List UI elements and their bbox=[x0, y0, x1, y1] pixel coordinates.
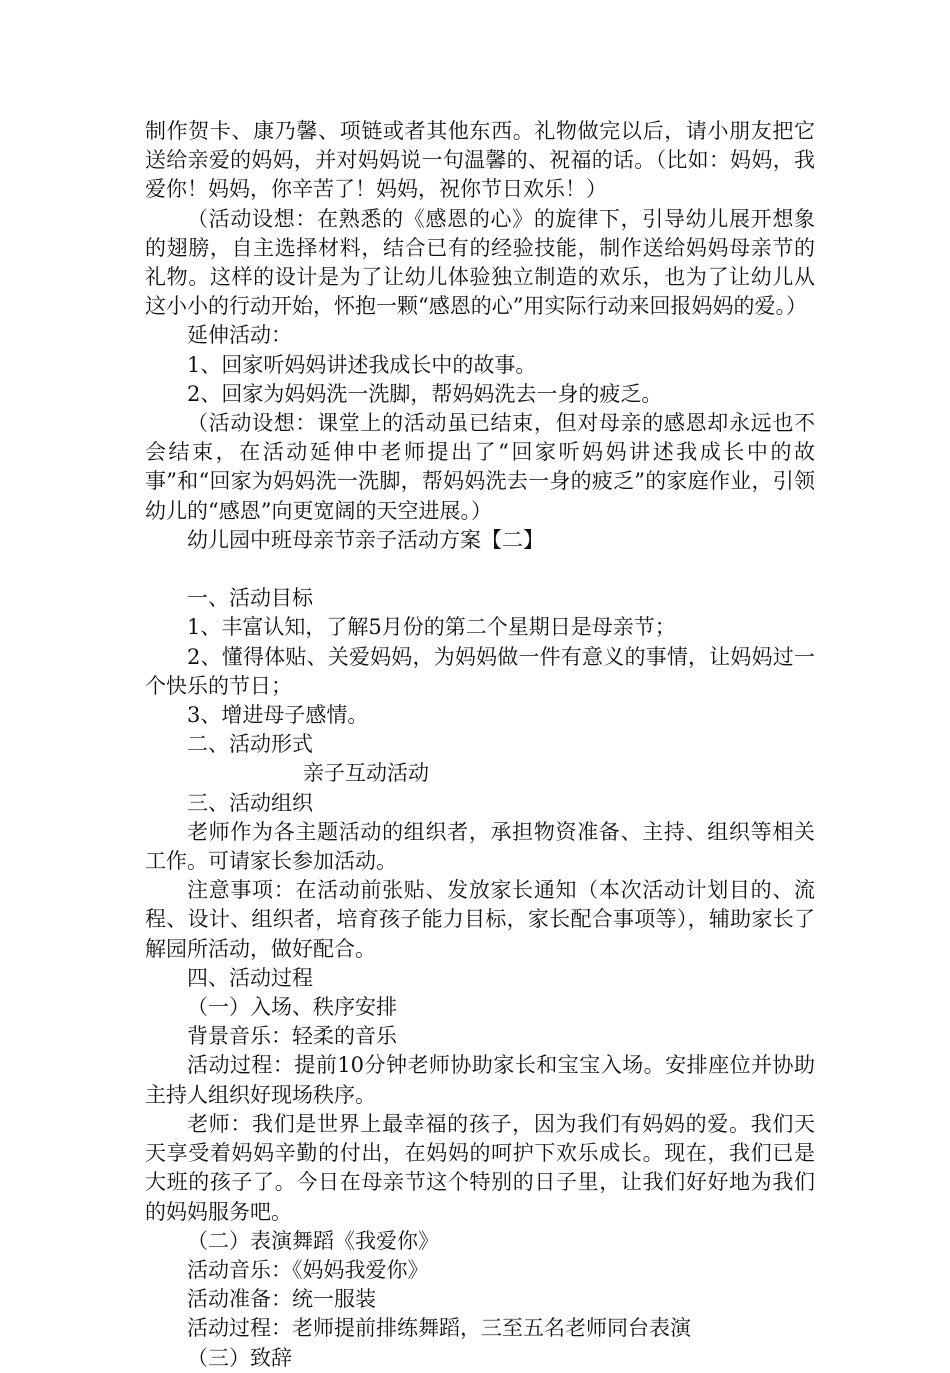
paragraph-extension-heading: 延伸活动： bbox=[187, 323, 292, 348]
paragraph-extension-item-2: 2、回家为妈妈洗一洗脚，帮妈妈洗去一身的疲乏。 bbox=[187, 381, 663, 406]
subheading-speech: （三）致辞 bbox=[187, 1345, 292, 1370]
paragraph-activity-idea-1: （活动设想：在熟悉的《感恩的心》的旋律下，引导幼儿展开想象的翅膀，自主选择材料，结合已有的经验技能，制作送给妈妈母亲节的礼物。这样的设计是为了让幼儿体验独立制造的欢乐，也为了让幼儿从这小小的行动开始，怀抱一颗“感恩的心”用实际行动来回报妈妈的爱。） bbox=[145, 206, 815, 319]
goal-item-3: 3、增进母子感情。 bbox=[187, 703, 369, 728]
activity-form-value: 亲子互动活动 bbox=[303, 761, 429, 786]
paragraph-dance-prep: 活动准备：统一服装 bbox=[187, 1287, 376, 1312]
paragraph-dance-music: 活动音乐：《妈妈我爱你》 bbox=[187, 1257, 429, 1282]
paragraph-teacher-speech: 老师：我们是世界上最幸福的孩子，因为我们有妈妈的爱。我们天天享受着妈妈辛勤的付出，在妈妈的呵护下欢乐成长。现在，我们已是大班的孩子了。今日在母亲节这个特别的日子里，让我们好好地为我们的妈妈服务吧。 bbox=[145, 1111, 815, 1224]
section-title-plan-two: 幼儿园中班母亲节亲子活动方案【二】 bbox=[187, 527, 544, 552]
paragraph-background-music: 背景音乐：轻柔的音乐 bbox=[187, 1024, 397, 1049]
paragraph-activity-idea-2: （活动设想：课堂上的活动虽已结束，但对母亲的感恩却永远也不会结束，在活动延伸中老师提出了“回家听妈妈讲述我成长中的故事”和“回家为妈妈洗一洗脚，帮妈妈洗去一身的疲乏”的家庭作业，引领幼儿的“感恩”向更宽阔的天空进展。） bbox=[145, 411, 815, 523]
paragraph-extension-item-1: 1、回家听妈妈讲述我成长中的故事。 bbox=[187, 352, 537, 377]
paragraph-notes: 注意事项：在活动前张贴、发放家长通知（本次活动计划目的、流程、设计、组织者，培育孩子能力目标，家长配合事项等），辅助家长了解园所活动，做好配合。 bbox=[145, 878, 815, 961]
goal-item-1: 1、丰富认知，了解5月份的第二个星期日是母亲节； bbox=[187, 615, 676, 640]
heading-activity-goals: 一、活动目标 bbox=[187, 586, 313, 611]
subheading-dance: （二）表演舞蹈《我爱你》 bbox=[187, 1228, 439, 1253]
paragraph-gift-making: 制作贺卡、康乃馨、项链或者其他东西。礼物做完以后，请小朋友把它送给亲爱的妈妈，并对妈妈说一句温馨的、祝福的话。（比如：妈妈，我爱你！妈妈，你辛苦了！妈妈，祝你节日欢乐！） bbox=[145, 119, 815, 202]
paragraph-dance-process: 活动过程：老师提前排练舞蹈，三至五名老师同台表演 bbox=[187, 1316, 691, 1341]
goal-item-2: 2、懂得体贴、关爱妈妈，为妈妈做一件有意义的事情，让妈妈过一个快乐的节日； bbox=[145, 644, 815, 698]
paragraph-entry-process: 活动过程：提前10分钟老师协助家长和宝宝入场。安排座位并协助主持人组织好现场秩序。 bbox=[145, 1053, 815, 1107]
document-page bbox=[145, 117, 815, 1373]
subheading-entry: （一）入场、秩序安排 bbox=[187, 995, 397, 1020]
heading-activity-process: 四、活动过程 bbox=[187, 965, 313, 990]
heading-activity-organization: 三、活动组织 bbox=[187, 790, 313, 815]
blank-line bbox=[145, 555, 815, 584]
heading-activity-form: 二、活动形式 bbox=[187, 732, 313, 757]
paragraph-organizer: 老师作为各主题活动的组织者，承担物资准备、主持、组织等相关工作。可请家长参加活动。 bbox=[145, 819, 815, 874]
